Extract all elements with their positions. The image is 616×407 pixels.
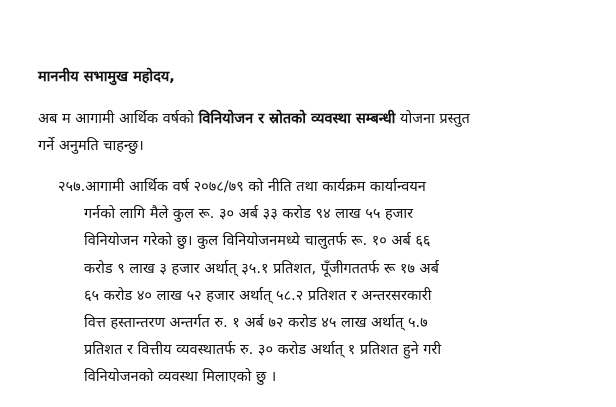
salutation: माननीय सभामुख महोदय, — [38, 69, 175, 85]
intro-text-before: अब म आगामी आर्थिक वर्षको — [38, 111, 199, 127]
intro-line-2: गर्ने अनुमति चाहन्छु। — [38, 138, 144, 154]
intro-text-after: योजना प्रस्तुत — [395, 111, 470, 127]
clause-line-8: विनियोजनको व्यवस्था मिलाएको छु । — [84, 369, 277, 386]
clause-line-4: करोड ९ लाख ३ हजार अर्थात् ३५.१ प्रतिशत, पूँजीगततर्फ रू १७ अर्ब — [84, 260, 439, 277]
clause-line-7: प्रतिशत र वित्तीय व्यवस्थातर्फ रु. ३० करोड अर्थात् १ प्रतिशत हुने गरी — [84, 342, 442, 359]
clause-line-3: विनियोजन गरेको छु। कुल विनियोजनमध्ये चालुतर्फ रू. १० अर्ब ६६ — [84, 233, 431, 250]
clause-line-2: गर्नको लागि मैले कुल रू. ३० अर्ब ३३ करोड ९४ लाख ५५ हजार — [84, 206, 414, 223]
clause-257 — [58, 174, 588, 392]
intro-paragraph — [38, 106, 578, 160]
intro-bold-title: विनियोजन र स्रोतको व्यवस्था सम्बन्धी — [198, 111, 396, 127]
clause-line-6: वित्त हस्तान्तरण अन्तर्गत रु. १ अर्ब ७२ करोड ४५ लाख अर्थात् ५.७ — [84, 315, 428, 332]
clause-line-1: २५७.आगामी आर्थिक वर्ष २०७८/७९ को नीति तथा कार्यक्रम कार्यान्वयन — [58, 179, 426, 195]
clause-line-5: ६५ करोड ४० लाख ५२ हजार अर्थात् ५८.२ प्रतिशत र अन्तरसरकारी — [84, 287, 432, 304]
intro-line-1 — [38, 106, 578, 133]
